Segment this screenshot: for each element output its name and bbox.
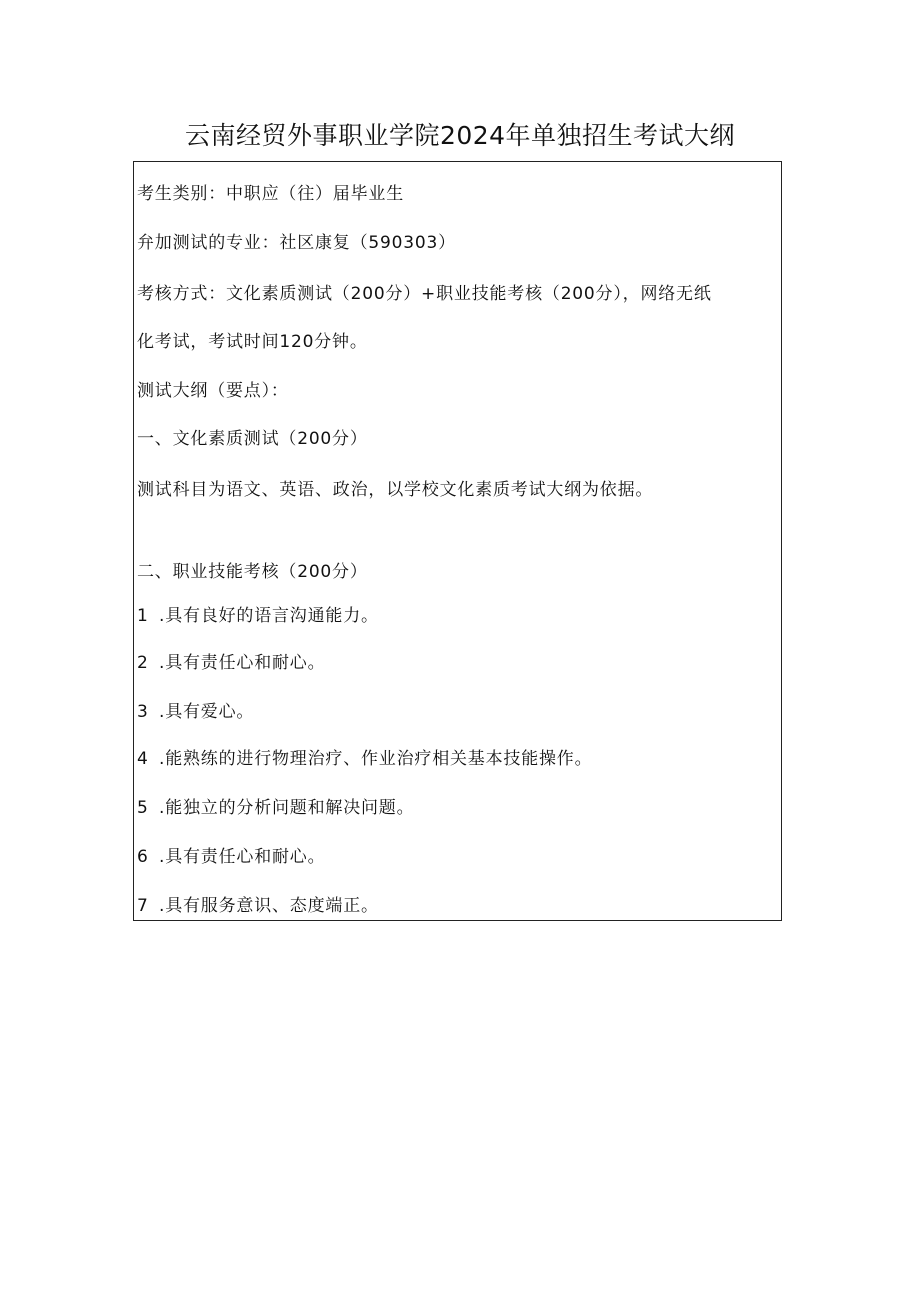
assessment-method-line2: 化考试，考试时间120分钟。	[137, 332, 368, 352]
assessment-method-line1: 考核方式：文化素质测试（200分）+职业技能考核（200分），网络无纸	[137, 284, 712, 304]
item-number: 2	[137, 653, 149, 673]
item-text: .具有责任心和耐心。	[159, 847, 326, 867]
page-title: 云南经贸外事职业学院2024年单独招生考试大纲	[184, 121, 736, 150]
item-number: 6	[137, 847, 149, 867]
list-item	[137, 895, 379, 917]
test-major: 弁加测试的专业：社区康复（590303）	[137, 233, 456, 253]
list-item	[137, 797, 414, 819]
section1-body: 测试科目为语文、英语、政治，以学校文化素质考试大纲为依据。	[137, 480, 654, 500]
item-number: 5	[137, 798, 149, 818]
item-number: 1	[137, 606, 149, 626]
candidate-category: 考生类别：中职应（往）届毕业生	[137, 184, 404, 204]
outline-heading: 测试大纲（要点）：	[137, 381, 289, 401]
item-text: .具有爱心。	[159, 702, 255, 722]
list-item	[137, 846, 325, 868]
item-text: .具有服务意识、态度端正。	[159, 896, 379, 916]
list-item	[137, 701, 254, 723]
item-text: .具有责任心和耐心。	[159, 653, 326, 673]
list-item	[137, 652, 325, 674]
list-item	[137, 748, 592, 770]
item-number: 7	[137, 896, 149, 916]
item-text: .能熟练的进行物理治疗、作业治疗相关基本技能操作。	[159, 749, 593, 769]
item-text: .能独立的分析问题和解决问题。	[159, 798, 415, 818]
item-text: .具有良好的语言沟通能力。	[159, 606, 379, 626]
item-number: 4	[137, 749, 149, 769]
list-item	[137, 605, 379, 627]
section1-heading: 一、文化素质测试（200分）	[137, 429, 368, 449]
item-number: 3	[137, 702, 149, 722]
section2-heading: 二、职业技能考核（200分）	[137, 562, 368, 582]
